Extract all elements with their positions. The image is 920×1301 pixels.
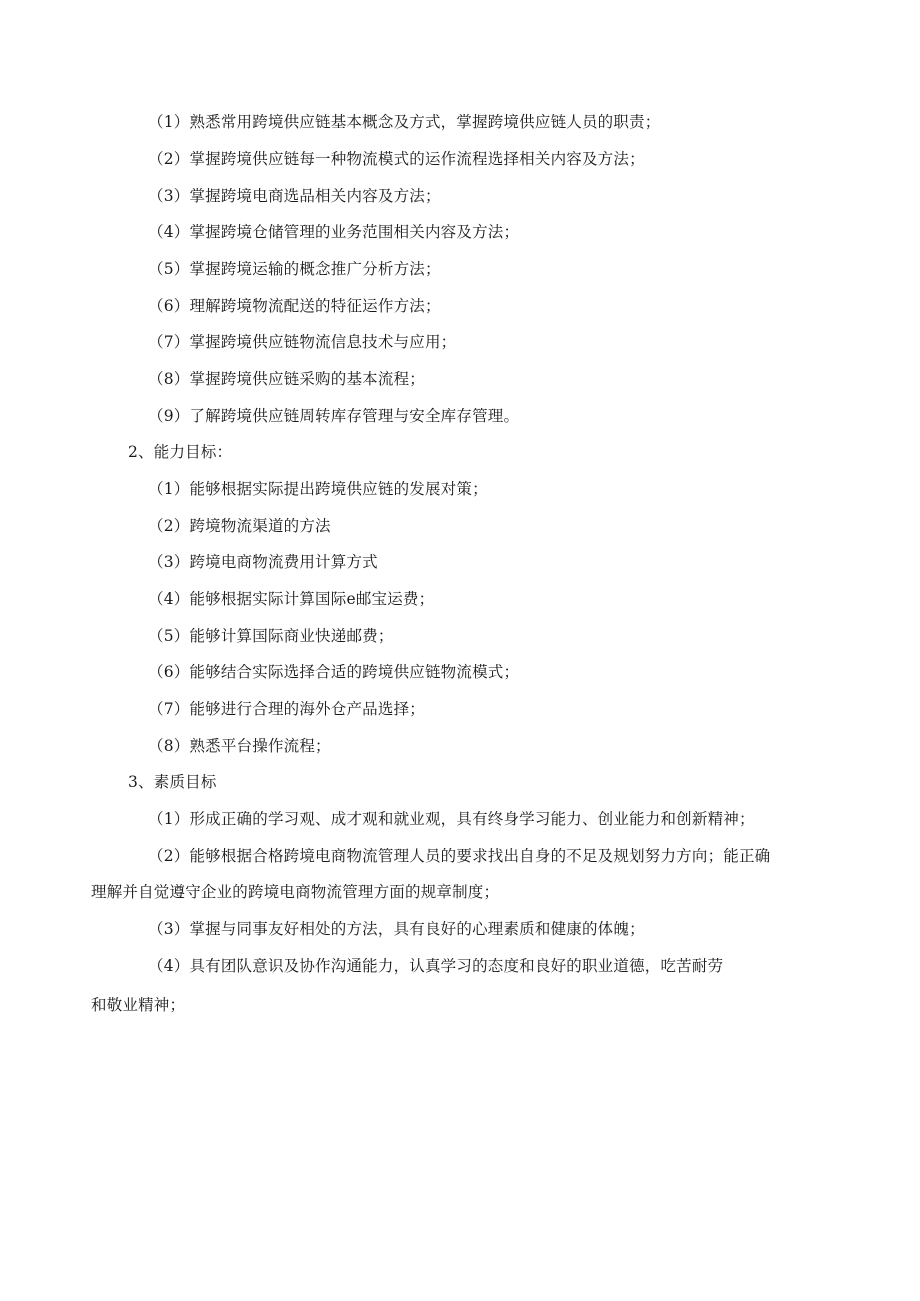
knowledge-item-8: （8）掌握跨境供应链采购的基本流程； [148,370,425,388]
quality-item-3: （3）掌握与同事友好相处的方法，具有良好的心理素质和健康的体魄； [148,920,645,938]
ability-item-4: （4）能够根据实际计算国际e邮宝运费； [148,590,435,608]
ability-item-3: （3）跨境电商物流费用计算方式 [148,553,378,571]
knowledge-item-7: （7）掌握跨境供应链物流信息技术与应用； [148,333,457,351]
ability-goals-heading: 2、能力目标： [128,443,233,461]
quality-item-1: （1）形成正确的学习观、成才观和就业观，具有终身学习能力、创业能力和创新精神； [148,810,755,828]
quality-item-4-continued: 和敬业精神； [91,996,186,1014]
ability-item-7: （7）能够进行合理的海外仓产品选择； [148,700,425,718]
knowledge-item-5: （5）掌握跨境运输的概念推广分析方法； [148,260,441,278]
quality-goals-heading: 3、素质目标 [128,773,217,791]
ability-item-1: （1）能够根据实际提出跨境供应链的发展对策； [148,480,488,498]
ability-item-5: （5）能够计算国际商业快递邮费； [148,627,394,645]
quality-item-4: （4）具有团队意识及协作沟通能力，认真学习的态度和良好的职业道德，吃苦耐劳 [148,957,724,975]
quality-item-2: （2）能够根据合格跨境电商物流管理人员的要求找出自身的不足及规划努力方向；能正确 [148,847,771,865]
ability-item-8: （8）熟悉平台操作流程； [148,737,331,755]
ability-item-6: （6）能够结合实际选择合适的跨境供应链物流模式； [148,663,520,681]
knowledge-item-2: （2）掌握跨境供应链每一种物流模式的运作流程选择相关内容及方法； [148,150,645,168]
knowledge-item-3: （3）掌握跨境电商选品相关内容及方法； [148,187,441,205]
knowledge-item-4: （4）掌握跨境仓储管理的业务范围相关内容及方法； [148,223,520,241]
knowledge-item-1: （1）熟悉常用跨境供应链基本概念及方式，掌握跨境供应链人员的职责； [148,113,661,131]
quality-item-2-continued: 理解并自觉遵守企业的跨境电商物流管理方面的规章制度； [91,883,500,901]
ability-item-2: （2）跨境物流渠道的方法 [148,517,331,535]
knowledge-item-9: （9）了解跨境供应链周转库存管理与安全库存管理。 [148,407,520,425]
knowledge-item-6: （6）理解跨境物流配送的特征运作方法； [148,297,441,315]
